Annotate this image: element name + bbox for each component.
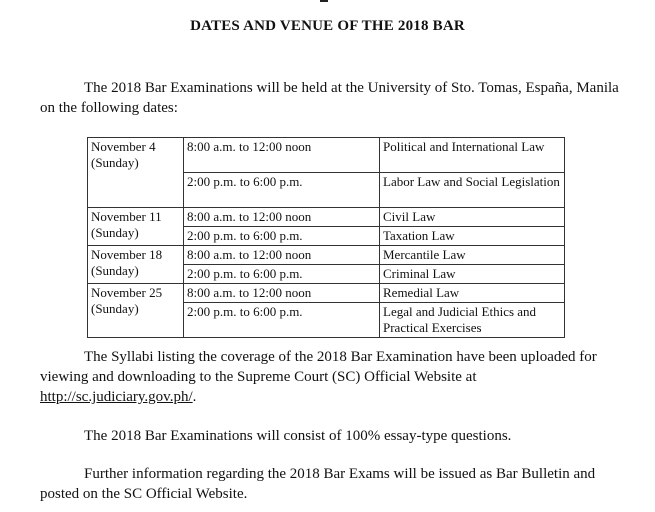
pm-subject-cell: [380, 303, 565, 338]
exam-date: November 18: [91, 247, 163, 262]
further-text: Further information regarding the 2018 Bar Exams will be issued as Bar Bulletin and posted on the SC Official Website.: [40, 466, 596, 502]
essay-paragraph: [40, 426, 635, 446]
exam-day: (Sunday): [91, 263, 139, 278]
pm-subject-cell: [380, 173, 565, 208]
syllabi-end: .: [192, 389, 197, 405]
exam-day: (Sunday): [91, 301, 139, 316]
am-time-cell: [184, 208, 380, 227]
am-subject-cell: [380, 138, 565, 173]
am-time-cell: [184, 138, 380, 173]
schedule-row-am: [88, 138, 565, 173]
pm-time-cell: [184, 303, 380, 338]
pm-subject-cell: [380, 265, 565, 284]
exam-date-cell: [88, 208, 184, 246]
pm-time: 2:00 p.m. to 6:00 p.m.: [187, 228, 303, 243]
sc-website-link[interactable]: http://sc.judiciary.gov.ph/: [40, 389, 193, 405]
pm-subject: Criminal Law: [383, 266, 456, 281]
schedule-table: [87, 137, 565, 338]
exam-date: November 25: [91, 285, 163, 300]
exam-date-cell: [88, 284, 184, 338]
pm-time-cell: [184, 265, 380, 284]
am-time: 8:00 a.m. to 12:00 noon: [187, 247, 312, 262]
am-time-cell: [184, 284, 380, 303]
document-title: DATES AND VENUE OF THE 2018 BAR: [190, 18, 465, 34]
exam-date-cell: [88, 246, 184, 284]
am-subject-cell: [380, 246, 565, 265]
further-info-paragraph: [40, 464, 635, 504]
pm-time: 2:00 p.m. to 6:00 p.m.: [187, 304, 303, 319]
pm-time-cell: [184, 227, 380, 246]
exam-day: (Sunday): [91, 225, 139, 240]
am-time: 8:00 a.m. to 12:00 noon: [187, 139, 312, 154]
syllabi-text: The Syllabi listing the coverage of the 2018 Bar Examination have been uploaded for viewing and downloading to the Supreme Court (SC) Official Website at: [40, 349, 597, 385]
syllabi-paragraph: [40, 347, 635, 407]
am-time: 8:00 a.m. to 12:00 noon: [187, 209, 312, 224]
am-subject-cell: [380, 208, 565, 227]
am-subject: Civil Law: [383, 209, 436, 224]
pm-subject: Legal and Judicial Ethics and Practical Exercises: [383, 304, 537, 335]
schedule-row-am: [88, 208, 565, 227]
am-time: 8:00 a.m. to 12:00 noon: [187, 285, 312, 300]
exam-date: November 4: [91, 139, 156, 154]
exam-day: (Sunday): [91, 155, 139, 170]
essay-text: The 2018 Bar Examinations will consist of 100% essay-type questions.: [84, 428, 512, 444]
am-subject: Political and International Law: [383, 139, 545, 154]
pm-subject-cell: [380, 227, 565, 246]
am-time-cell: [184, 246, 380, 265]
scan-mark: [320, 0, 328, 2]
pm-subject: Labor Law and Social Legislation: [383, 174, 560, 189]
pm-subject: Taxation Law: [383, 228, 455, 243]
exam-date-cell: [88, 138, 184, 208]
schedule-row-am: [88, 284, 565, 303]
am-subject: Mercantile Law: [383, 247, 466, 262]
am-subject: Remedial Law: [383, 285, 460, 300]
exam-date: November 11: [91, 209, 162, 224]
schedule-row-am: [88, 246, 565, 265]
intro-text: The 2018 Bar Examinations will be held at the University of Sto. Tomas, España, Manila on the following dates:: [40, 80, 619, 116]
intro-paragraph: [40, 78, 630, 118]
pm-time: 2:00 p.m. to 6:00 p.m.: [187, 174, 303, 189]
am-subject-cell: [380, 284, 565, 303]
pm-time: 2:00 p.m. to 6:00 p.m.: [187, 266, 303, 281]
pm-time-cell: [184, 173, 380, 208]
